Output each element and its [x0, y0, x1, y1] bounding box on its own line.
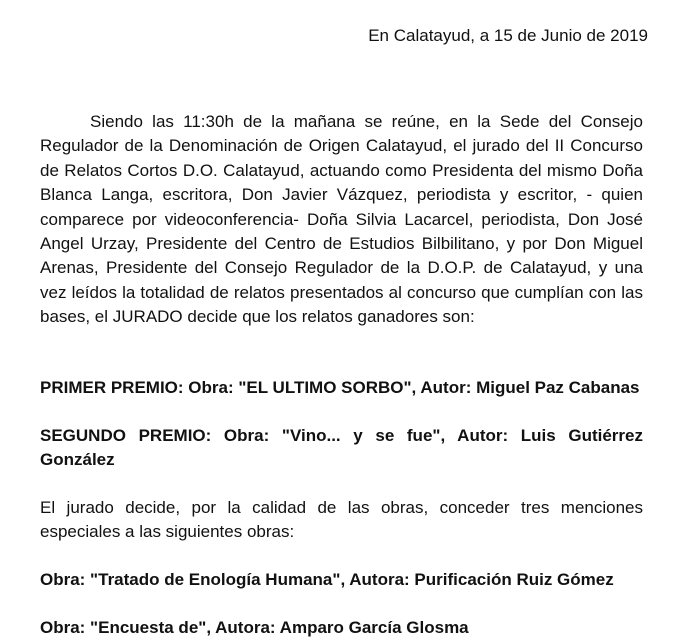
mention-1: Obra: "Tratado de Enología Humana", Autora: Purificación Ruiz Gómez	[40, 570, 614, 589]
mentions-paragraph: El jurado decide, por la calidad de las obras, conceder tres menciones especiales a las siguientes obras:	[40, 498, 643, 542]
first-prize: PRIMER PREMIO: Obra: "EL ULTIMO SORBO", Autor: Miguel Paz Cabanas	[40, 378, 640, 397]
second-prize: SEGUNDO PREMIO: Obra: "Vino... y se fue", Autor: Luis Gutiérrez González	[40, 426, 643, 470]
mention-2: Obra: "Encuesta de", Autora: Amparo García Glosma	[40, 618, 469, 637]
intro-paragraph: Siendo las 11:30h de la mañana se reúne, en la Sede del Consejo Regulador de la Denominación de Origen Calatayud, el jurado del II Concurso de Relatos Cortos D.O. Calatayud, actuando como Presidenta del mismo Doña Blanca Langa, escritora, Don Javier Vázquez, periodista y escritor, - quien comparece por videoconferencia- Doña Silvia Lacarcel, periodista, Don José Angel Urzay, Presidente del Centro de Estudios Bilbilitano, y por Don Miguel Arenas, Presidente del Consejo Regulador de la D.O.P. de Calatayud, y una vez leídos la totalidad de relatos presentados al concurso que cumplían con las bases, el JURADO decide que los relatos ganadores son:	[40, 112, 643, 327]
date-line: En Calatayud, a 15 de Junio de 2019	[368, 26, 648, 45]
